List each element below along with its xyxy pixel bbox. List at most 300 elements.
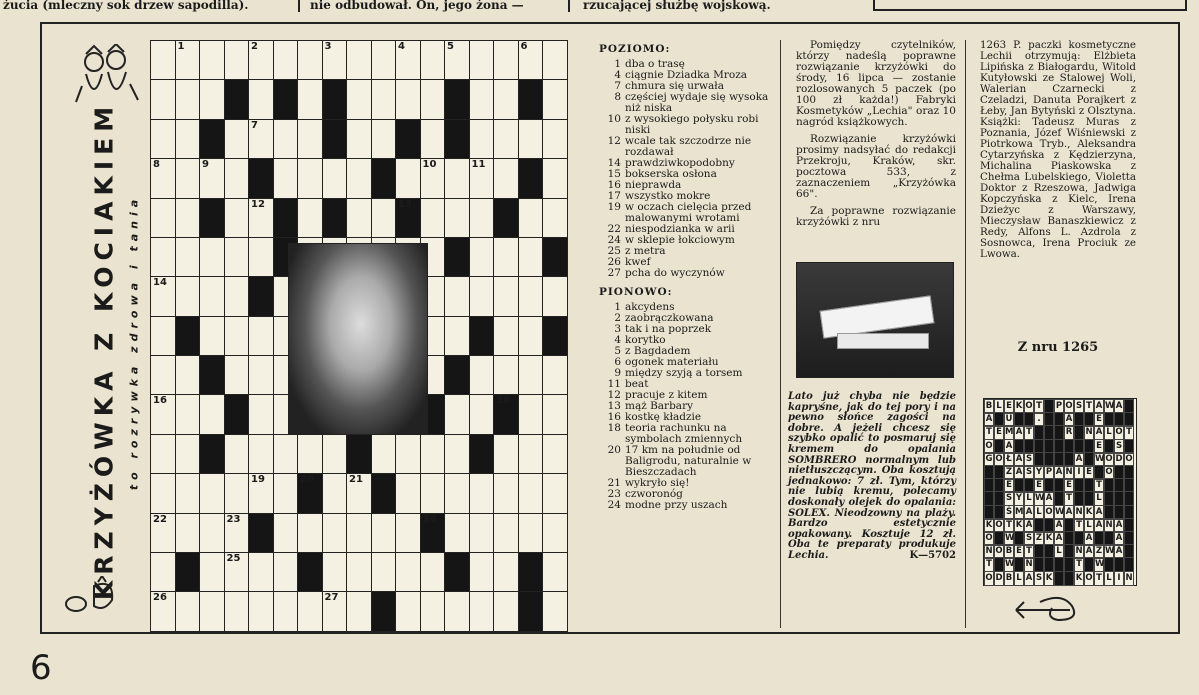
answer-cell[interactable] xyxy=(248,198,274,238)
clue-number: 4 xyxy=(614,334,621,346)
answer-cell[interactable] xyxy=(150,552,176,592)
mini-letter: L xyxy=(1084,518,1094,533)
answer-cell[interactable] xyxy=(346,513,372,553)
answer-cell[interactable] xyxy=(542,394,568,434)
answer-cell[interactable] xyxy=(395,591,421,631)
answer-cell[interactable] xyxy=(224,158,250,198)
black-square xyxy=(518,158,544,198)
mini-black-square xyxy=(1054,571,1064,586)
answer-cell[interactable] xyxy=(150,316,176,356)
answer-cell[interactable] xyxy=(150,158,176,198)
answer-cell[interactable] xyxy=(542,79,568,119)
answer-cell[interactable] xyxy=(420,40,446,80)
black-square xyxy=(420,513,446,553)
mini-letter: Y xyxy=(1014,491,1024,506)
cartoon-cat-icon xyxy=(64,576,124,616)
answer-cell[interactable] xyxy=(150,591,176,631)
mini-letter: U xyxy=(1004,412,1014,427)
answer-cell[interactable] xyxy=(273,552,299,592)
answer-cell[interactable] xyxy=(395,434,421,474)
answer-cell[interactable] xyxy=(150,79,176,119)
answer-cell[interactable] xyxy=(346,473,372,513)
answer-cell[interactable] xyxy=(346,198,372,238)
answer-cell[interactable] xyxy=(420,434,446,474)
answer-cell[interactable] xyxy=(493,276,519,316)
answer-cell[interactable] xyxy=(469,513,495,553)
clue-number: 10 xyxy=(422,159,437,171)
answer-cell[interactable] xyxy=(199,473,225,513)
answer-cell[interactable] xyxy=(469,276,495,316)
answer-cell[interactable] xyxy=(199,394,225,434)
answer-cell[interactable] xyxy=(395,79,421,119)
answer-cell[interactable] xyxy=(224,237,250,277)
clue-text: akcydens xyxy=(625,301,675,313)
poziomo-list xyxy=(599,59,775,279)
answer-cell[interactable] xyxy=(175,434,201,474)
answer-cell[interactable] xyxy=(273,158,299,198)
answer-cell[interactable] xyxy=(493,158,519,198)
answer-cell[interactable] xyxy=(248,40,274,80)
clue-item xyxy=(599,445,775,478)
answer-cell[interactable] xyxy=(469,158,495,198)
answer-cell[interactable] xyxy=(224,473,250,513)
answer-cell[interactable] xyxy=(395,513,421,553)
answer-cell[interactable] xyxy=(150,276,176,316)
answer-cell[interactable] xyxy=(175,198,201,238)
answer-cell[interactable] xyxy=(297,40,323,80)
clue-number: 15 xyxy=(607,168,621,180)
answer-cell[interactable] xyxy=(518,237,544,277)
answer-cell[interactable] xyxy=(493,591,519,631)
mini-letter: E xyxy=(1064,478,1074,493)
answer-cell[interactable] xyxy=(248,552,274,592)
answer-cell[interactable] xyxy=(150,473,176,513)
mini-letter: O xyxy=(1104,452,1114,467)
answer-cell[interactable] xyxy=(175,40,201,80)
clue-text: ciągnie Dziadka Mroza xyxy=(625,69,748,81)
clue-number: 8 xyxy=(614,91,621,103)
answer-cell[interactable] xyxy=(542,513,568,553)
mini-letter: T xyxy=(1074,557,1084,572)
black-square xyxy=(297,552,323,592)
answer-cell[interactable] xyxy=(518,513,544,553)
clue-number: 7 xyxy=(614,80,621,92)
answer-cell[interactable] xyxy=(248,473,274,513)
answer-cell[interactable] xyxy=(371,119,397,159)
answer-cell[interactable] xyxy=(248,79,274,119)
answer-cell[interactable] xyxy=(248,591,274,631)
pionowo-header: PIONOWO: xyxy=(599,286,673,298)
answer-cell[interactable] xyxy=(273,40,299,80)
answer-cell[interactable] xyxy=(371,40,397,80)
mini-letter: S xyxy=(1024,465,1034,480)
answer-cell[interactable] xyxy=(346,40,372,80)
answer-cell[interactable] xyxy=(273,591,299,631)
answer-cell[interactable] xyxy=(542,591,568,631)
answer-cell[interactable] xyxy=(493,79,519,119)
answer-cell[interactable] xyxy=(542,552,568,592)
answer-cell[interactable] xyxy=(542,355,568,395)
clue-text: z wysokiego połysku robi niski xyxy=(625,113,759,136)
sombrero-ad xyxy=(788,392,956,562)
mini-letter: A xyxy=(1024,571,1034,586)
poziomo-header: POZIOMO: xyxy=(599,43,671,55)
mini-letter: T xyxy=(1074,518,1084,533)
answer-cell[interactable] xyxy=(322,591,348,631)
answer-cell[interactable] xyxy=(224,552,250,592)
answer-cell[interactable] xyxy=(150,237,176,277)
answer-cell[interactable] xyxy=(150,434,176,474)
mini-letter: A xyxy=(1084,544,1094,559)
answer-cell[interactable] xyxy=(444,316,470,356)
answer-cell[interactable] xyxy=(493,552,519,592)
answer-cell[interactable] xyxy=(444,591,470,631)
answer-cell[interactable] xyxy=(224,355,250,395)
black-square xyxy=(444,119,470,159)
mini-letter: . xyxy=(1034,412,1044,427)
answer-cell[interactable] xyxy=(175,394,201,434)
answer-cell[interactable] xyxy=(199,591,225,631)
answer-cell[interactable] xyxy=(542,434,568,474)
mini-letter: T xyxy=(1004,518,1014,533)
answer-cell[interactable] xyxy=(542,119,568,159)
answer-cell[interactable] xyxy=(469,198,495,238)
answer-cell[interactable] xyxy=(518,355,544,395)
top-box xyxy=(873,0,1187,11)
answer-cell[interactable] xyxy=(175,158,201,198)
answer-cell[interactable] xyxy=(224,40,250,80)
answer-cell[interactable] xyxy=(297,158,323,198)
mini-letter: G xyxy=(984,452,994,467)
mini-letter: N xyxy=(1104,518,1114,533)
top-text-right: rzucającej służbę wojskową. xyxy=(583,0,771,12)
mini-letter: E xyxy=(994,425,1004,440)
answer-cell[interactable] xyxy=(444,473,470,513)
answer-cell[interactable] xyxy=(444,198,470,238)
answer-cell[interactable] xyxy=(346,591,372,631)
black-square xyxy=(248,513,274,553)
answer-cell[interactable] xyxy=(322,473,348,513)
answer-cell[interactable] xyxy=(297,434,323,474)
answer-cell[interactable] xyxy=(371,79,397,119)
black-square xyxy=(444,237,470,277)
clue-number: 14 xyxy=(153,277,167,289)
answer-cell[interactable] xyxy=(493,513,519,553)
answer-cell[interactable] xyxy=(395,473,421,513)
answer-cell[interactable] xyxy=(199,552,225,592)
answer-cell[interactable] xyxy=(150,355,176,395)
clue-text: modne przy uszach xyxy=(625,499,728,511)
answer-cell[interactable] xyxy=(175,473,201,513)
answer-cell[interactable] xyxy=(199,237,225,277)
answer-cell[interactable] xyxy=(273,473,299,513)
answer-cell[interactable] xyxy=(248,355,274,395)
answer-cell[interactable] xyxy=(469,237,495,277)
mini-letter: W xyxy=(1104,544,1114,559)
clue-number: 5 xyxy=(447,41,454,52)
answer-cell[interactable] xyxy=(273,513,299,553)
top-text-left: żucia (mleczny sok drzew sapodilla). xyxy=(3,0,249,12)
answer-cell[interactable] xyxy=(175,276,201,316)
answer-cell[interactable] xyxy=(224,513,250,553)
mini-letter: E xyxy=(1004,478,1014,493)
mini-letter: T xyxy=(1084,399,1094,414)
clue-number: 21 xyxy=(349,474,363,486)
answer-cell[interactable] xyxy=(469,355,495,395)
black-square xyxy=(322,119,348,159)
clue-number: 27 xyxy=(324,592,339,604)
answer-cell[interactable] xyxy=(469,394,495,434)
answer-cell[interactable] xyxy=(224,591,250,631)
mini-letter: L xyxy=(1104,425,1114,440)
answer-cell[interactable] xyxy=(444,40,470,80)
clue-number: 24 xyxy=(607,234,621,246)
clue-text: tak i na poprzek xyxy=(625,323,712,335)
black-square xyxy=(273,198,299,238)
clue-number: 16 xyxy=(153,395,167,407)
answer-cell[interactable] xyxy=(248,237,274,277)
mini-letter: P xyxy=(1054,399,1064,414)
answer-cell[interactable] xyxy=(297,591,323,631)
clue-text: między szyją a torsem xyxy=(625,367,743,379)
answer-cell[interactable] xyxy=(224,198,250,238)
answer-cell[interactable] xyxy=(175,591,201,631)
answer-cell[interactable] xyxy=(297,198,323,238)
mini-letter: I xyxy=(1114,571,1124,586)
answer-cell[interactable] xyxy=(493,119,519,159)
answer-cell[interactable] xyxy=(297,79,323,119)
mini-letter: M xyxy=(1004,425,1014,440)
answer-cell[interactable] xyxy=(371,513,397,553)
mini-letter: A xyxy=(1094,505,1104,520)
answer-cell[interactable] xyxy=(224,434,250,474)
mini-letter: O xyxy=(984,571,994,586)
answer-cell[interactable] xyxy=(542,40,568,80)
mini-letter: S xyxy=(1004,491,1014,506)
clue-text: wykryło się! xyxy=(625,477,690,489)
answer-cell[interactable] xyxy=(493,473,519,513)
mini-letter: B xyxy=(984,399,994,414)
answer-cell[interactable] xyxy=(518,40,544,80)
answer-cell[interactable] xyxy=(322,434,348,474)
answer-cell[interactable] xyxy=(518,473,544,513)
answer-cell[interactable] xyxy=(493,316,519,356)
answer-cell[interactable] xyxy=(175,513,201,553)
clue-number: 20 xyxy=(300,474,314,486)
mini-letter: B xyxy=(1004,544,1014,559)
clue-text: zaobrączkowana xyxy=(625,312,714,324)
mini-letter: M xyxy=(1014,505,1024,520)
answer-cell[interactable] xyxy=(420,473,446,513)
ad-code: K—5702 xyxy=(909,549,956,561)
mini-letter: Z xyxy=(1004,465,1014,480)
black-square xyxy=(199,355,225,395)
answer-cell[interactable] xyxy=(224,276,250,316)
answer-cell[interactable] xyxy=(469,591,495,631)
answer-cell[interactable] xyxy=(518,198,544,238)
answer-cell[interactable] xyxy=(199,316,225,356)
answer-cell[interactable] xyxy=(469,552,495,592)
answer-cell[interactable] xyxy=(444,158,470,198)
answer-cell[interactable] xyxy=(469,40,495,80)
answer-cell[interactable] xyxy=(444,513,470,553)
answer-cell[interactable] xyxy=(297,119,323,159)
clue-number: 9 xyxy=(614,367,621,379)
black-square xyxy=(346,434,372,474)
answer-cell[interactable] xyxy=(175,119,201,159)
mini-letter: T xyxy=(984,425,994,440)
mini-letter: K xyxy=(984,518,994,533)
answer-cell[interactable] xyxy=(346,158,372,198)
clue-item xyxy=(599,114,775,136)
mini-letter: A xyxy=(1054,518,1064,533)
answer-cell[interactable] xyxy=(199,513,225,553)
answer-cell[interactable] xyxy=(322,40,348,80)
black-square xyxy=(444,552,470,592)
clue-number: 13 xyxy=(607,400,621,412)
clue-text: chmura się urwała xyxy=(625,80,724,92)
answer-cell[interactable] xyxy=(199,158,225,198)
clue-number: 23 xyxy=(226,513,241,525)
page-number: 6 xyxy=(30,648,52,688)
answer-cell[interactable] xyxy=(175,355,201,395)
clue-text: ogonek materiału xyxy=(625,356,719,368)
mini-letter: L xyxy=(1024,491,1034,506)
answer-cell[interactable] xyxy=(395,552,421,592)
answer-cell[interactable] xyxy=(395,158,421,198)
mini-letter: A xyxy=(1004,439,1014,454)
answer-cell[interactable] xyxy=(420,198,446,238)
mini-letter: A xyxy=(1064,505,1074,520)
mini-letter: K xyxy=(1084,505,1094,520)
answer-cell[interactable] xyxy=(444,434,470,474)
answer-cell[interactable] xyxy=(469,473,495,513)
mini-letter: A xyxy=(1014,452,1024,467)
answer-cell[interactable] xyxy=(175,237,201,277)
answer-cell[interactable] xyxy=(248,394,274,434)
clue-number: 1 xyxy=(177,41,185,52)
answer-cell[interactable] xyxy=(346,79,372,119)
answer-cell[interactable] xyxy=(518,394,544,434)
title-sub: to rozrywka zdrowa i tania xyxy=(127,194,141,491)
clue-number: 3 xyxy=(324,41,332,52)
clue-text: z Bagdadem xyxy=(625,345,691,357)
answer-cell[interactable] xyxy=(444,394,470,434)
black-square xyxy=(542,237,568,277)
answer-cell[interactable] xyxy=(150,198,176,238)
answer-cell[interactable] xyxy=(542,473,568,513)
answer-cell[interactable] xyxy=(518,434,544,474)
answer-cell[interactable] xyxy=(150,394,176,434)
answer-cell[interactable] xyxy=(322,158,348,198)
answer-cell[interactable] xyxy=(395,40,421,80)
answer-cell[interactable] xyxy=(150,40,176,80)
black-square xyxy=(444,355,470,395)
answer-cell[interactable] xyxy=(542,158,568,198)
answer-cell[interactable] xyxy=(248,434,274,474)
answer-cell[interactable] xyxy=(199,79,225,119)
top-text-mid: nie odbudował. On, jego żona — xyxy=(310,0,524,12)
mini-letter: A xyxy=(1074,452,1084,467)
answer-cell[interactable] xyxy=(224,316,250,356)
answer-cell[interactable] xyxy=(493,40,519,80)
answer-cell[interactable] xyxy=(444,276,470,316)
answer-cell[interactable] xyxy=(175,79,201,119)
mini-letter: Y xyxy=(1034,465,1044,480)
answer-cell[interactable] xyxy=(150,119,176,159)
answer-cell[interactable] xyxy=(150,513,176,553)
answer-cell[interactable] xyxy=(248,119,274,159)
answer-cell[interactable] xyxy=(273,119,299,159)
answer-cell[interactable] xyxy=(493,434,519,474)
column-rule xyxy=(298,0,300,12)
answer-cell[interactable] xyxy=(224,119,250,159)
answer-cell[interactable] xyxy=(199,276,225,316)
mini-letter: O xyxy=(994,518,1004,533)
answer-cell[interactable] xyxy=(493,355,519,395)
cover-girl-photo xyxy=(288,243,428,435)
clue-number: 4 xyxy=(398,41,405,52)
mini-letter: L xyxy=(1034,505,1044,520)
answer-cell[interactable] xyxy=(297,513,323,553)
clue-number: 17 xyxy=(607,190,621,202)
clue-item xyxy=(599,268,775,279)
answer-cell[interactable] xyxy=(322,513,348,553)
clue-text: prawdziwkopodobny xyxy=(625,157,735,169)
black-square xyxy=(371,158,397,198)
answer-cell[interactable] xyxy=(371,198,397,238)
answer-cell[interactable] xyxy=(346,552,372,592)
mini-letter: A xyxy=(1114,531,1124,546)
clue-number: 7 xyxy=(251,119,258,131)
answer-cell[interactable] xyxy=(469,79,495,119)
mini-letter: O xyxy=(1124,452,1134,467)
answer-cell[interactable] xyxy=(420,119,446,159)
mini-letter: S xyxy=(1024,452,1034,467)
answer-cell[interactable] xyxy=(493,237,519,277)
answer-cell[interactable] xyxy=(199,40,225,80)
mini-letter: L xyxy=(1054,544,1064,559)
answer-cell[interactable] xyxy=(371,434,397,474)
answer-cell[interactable] xyxy=(469,119,495,159)
answer-cell[interactable] xyxy=(248,316,274,356)
mini-letter: K xyxy=(1014,518,1024,533)
pionowo-list xyxy=(599,302,775,511)
mini-letter: D xyxy=(1114,452,1124,467)
answer-cell[interactable] xyxy=(542,198,568,238)
answer-cell[interactable] xyxy=(542,276,568,316)
answer-cell[interactable] xyxy=(420,591,446,631)
answer-cell[interactable] xyxy=(420,552,446,592)
answer-cell[interactable] xyxy=(346,119,372,159)
answer-cell[interactable] xyxy=(518,316,544,356)
answer-cell[interactable] xyxy=(273,434,299,474)
mini-letter: L xyxy=(994,399,1004,414)
answer-cell[interactable] xyxy=(518,276,544,316)
answer-cell[interactable] xyxy=(420,79,446,119)
answer-cell[interactable] xyxy=(518,119,544,159)
answer-cell[interactable] xyxy=(322,552,348,592)
mini-letter: K xyxy=(1074,571,1084,586)
mini-letter: N xyxy=(1084,425,1094,440)
mini-letter: K xyxy=(1014,399,1024,414)
mini-letter: L xyxy=(1094,491,1104,506)
answer-cell[interactable] xyxy=(420,158,446,198)
contest-paragraph-3: Za poprawne rozwiązanie krzyżówki z nru xyxy=(796,205,956,228)
clue-number: 19 xyxy=(607,201,621,213)
clue-number: 11 xyxy=(607,378,621,390)
answer-cell[interactable] xyxy=(371,552,397,592)
